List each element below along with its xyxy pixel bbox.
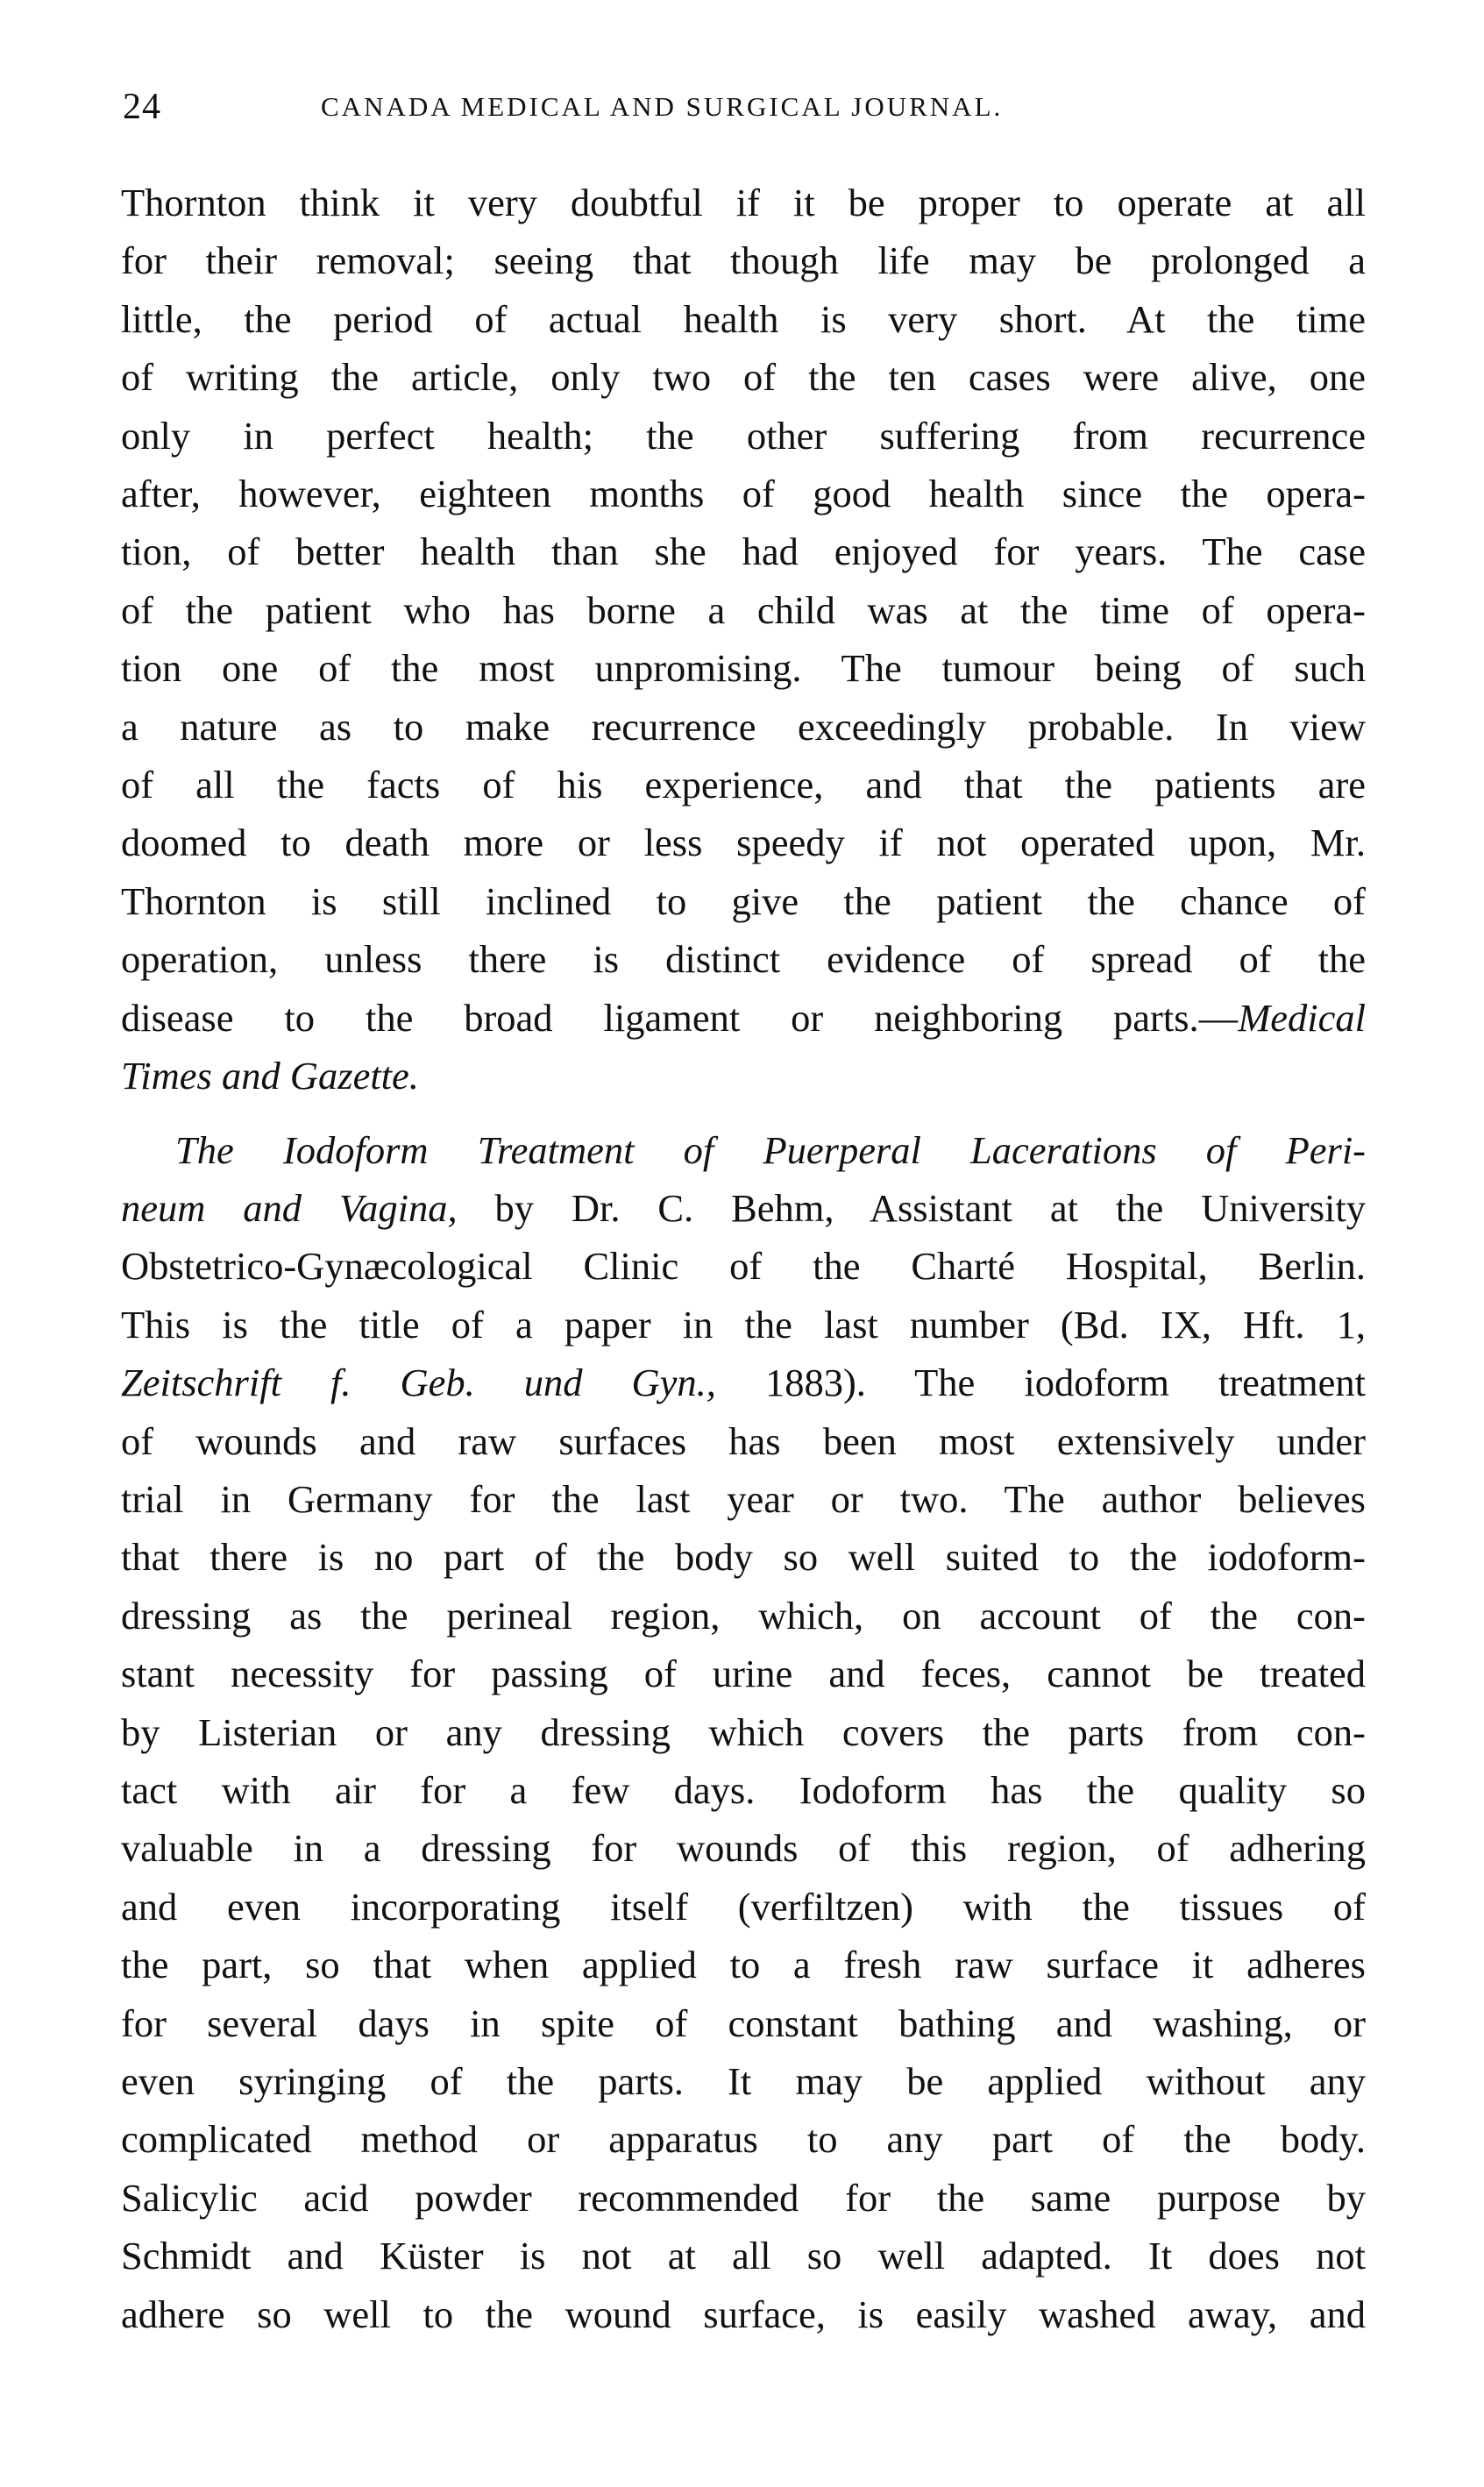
text-line: valuable in a dressing for wounds of this region, of adhering <box>121 1826 1366 1871</box>
text-line: only in perfect health; the other suffering from recurrence <box>121 413 1366 458</box>
text-line <box>121 1179 1366 1237</box>
text-line: Obstetrico-Gynæcological Clinic of the Charté Hospital, Berlin. <box>121 1244 1366 1289</box>
text-line: and even incorporating itself (verfiltzen) with the tissues of <box>121 1884 1366 1929</box>
text-line: tact with air for a few days. Iodoform has the quality so <box>121 1767 1366 1812</box>
paragraph-new-article <box>121 1121 1366 2344</box>
text-line: Salicylic acid powder recommended for the same purpose by <box>121 2175 1366 2220</box>
source-citation: Medical <box>1238 995 1366 1040</box>
text-line: doomed to death more or less speedy if not operated upon, Mr. <box>121 821 1366 865</box>
text-line <box>121 1121 1366 1179</box>
article-body <box>121 174 1366 2343</box>
text-line: a nature as to make recurrence exceedingly probable. In view <box>121 704 1366 749</box>
text-line: of writing the article, only two of the ten cases were alive, one <box>121 355 1366 400</box>
text-line: even syringing of the parts. It may be applied without any <box>121 2059 1366 2103</box>
text-line: for their removal; seeing that though life may be prolonged a <box>121 238 1366 283</box>
text-line: of wounds and raw surfaces has been most extensively under <box>121 1418 1366 1463</box>
text-line: This is the title of a paper in the last number (Bd. IX, Hft. 1, <box>121 1302 1366 1347</box>
text-line: complicated method or apparatus to any part of the body. <box>121 2117 1366 2162</box>
line-text: by Dr. C. Behm, Assistant at the University <box>457 1185 1366 1230</box>
text-line: after, however, eighteen months of good health since the opera- <box>121 472 1366 516</box>
text-line: of the patient who has borne a child was at the time of opera- <box>121 587 1366 632</box>
text-line <box>121 1047 1366 1105</box>
text-line: by Listerian or any dressing which covers the parts from con- <box>121 1709 1366 1754</box>
source-citation: Times and Gazette. <box>121 1054 419 1098</box>
text-line: dressing as the perineal region, which, on account of the con- <box>121 1593 1366 1638</box>
text-line <box>121 1354 1366 1411</box>
running-head <box>121 86 1366 139</box>
text-line: that there is no part of the body so well suited to the iodoform- <box>121 1535 1366 1580</box>
text-line: adhere so well to the wound surface, is easily washed away, and <box>121 2292 1366 2336</box>
text-line: Thornton think it very doubtful if it be proper to operate at all <box>121 181 1366 224</box>
text-line: the part, so that when applied to a fresh raw surface it adheres <box>121 1943 1366 1987</box>
article-title: neum and Vagina, <box>121 1185 458 1230</box>
journal-title: CANADA MEDICAL AND SURGICAL JOURNAL. <box>321 91 1004 122</box>
text-line: of all the facts of his experience, and that the patients are <box>121 763 1366 807</box>
text-line: Thornton is still inclined to give the patient the chance of <box>121 878 1366 923</box>
line-text: 1883). The iodoform treatment <box>715 1361 1366 1405</box>
text-line: trial in Germany for the last year or two. The author believes <box>121 1476 1366 1521</box>
article-title: The Iodoform Treatment of Puerperal Lacerations of Peri- <box>175 1127 1366 1172</box>
paragraph-continued <box>121 174 1366 1105</box>
text-line: little, the period of actual health is very short. At the time <box>121 296 1366 341</box>
text-line: for several days in spite of constant bathing and washing, or <box>121 2000 1366 2045</box>
text-line: tion, of better health than she had enjoyed for years. The case <box>121 529 1366 574</box>
text-line <box>121 989 1366 1047</box>
document-page <box>121 86 1366 2343</box>
journal-citation: Zeitschrift f. Geb. und Gyn., <box>121 1361 716 1405</box>
text-line: Schmidt and Küster is not at all so well adapted. It does not <box>121 2234 1366 2278</box>
text-line: stant necessity for passing of urine and feces, cannot be treated <box>121 1652 1366 1696</box>
text-line: tion one of the most unpromising. The tumour being of such <box>121 646 1366 691</box>
line-text: disease to the broad ligament or neighboring parts.— <box>121 995 1239 1040</box>
text-line: operation, unless there is distinct evidence of spread of the <box>121 937 1366 982</box>
page-number: 24 <box>123 87 161 127</box>
